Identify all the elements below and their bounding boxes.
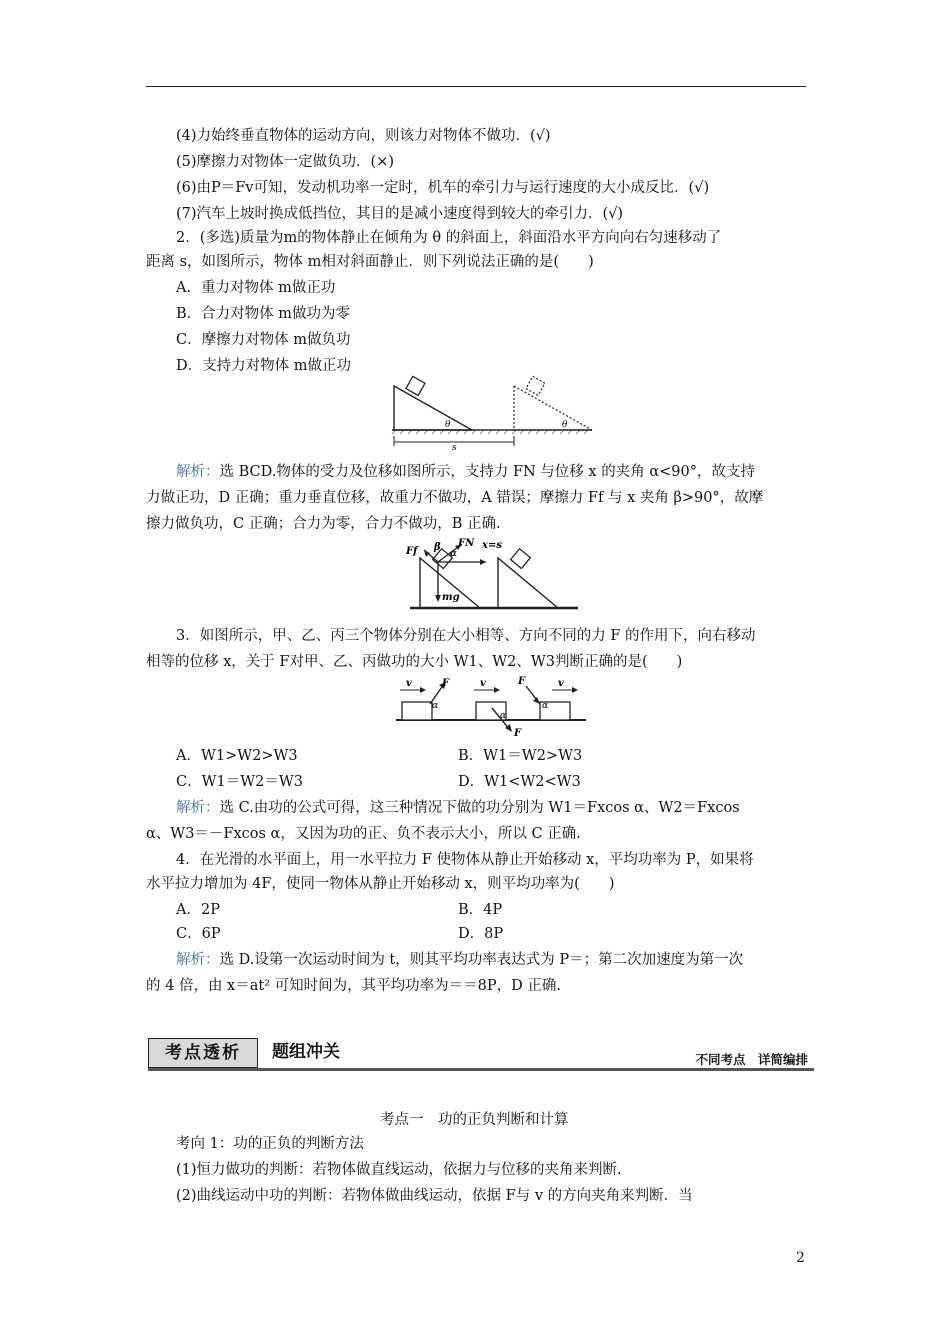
q3-stem-line1: 3．如图所示，甲、乙、丙三个物体分别在大小相等、方向不同的力 F 的作用下，向右移动	[176, 628, 756, 644]
q2-solution-line1	[176, 462, 755, 482]
f-label-1: F	[442, 678, 450, 689]
three-blocks-figure	[392, 674, 588, 738]
statement-4: (4)力始终垂直物体的运动方向，则该力对物体不做功．(√)	[176, 128, 551, 144]
q4-solution-text1: 选 D.设第一次运动时间为 t，则其平均功率表达式为 P＝；第二次加速度为第一次	[219, 952, 744, 968]
section-right-note: 不同考点 详简编排	[695, 1052, 808, 1067]
q4-option-d: D．8P	[458, 926, 504, 942]
mg-label: mg	[442, 592, 460, 603]
section-banner	[148, 1030, 814, 1072]
q4-solution-line2: 的 4 倍，由 x＝at² 可知时间为，其平均功率为＝＝8P，D 正确.	[146, 978, 561, 994]
topic-heading: 考点一 功的正负判断和计算	[380, 1112, 569, 1128]
header-rule	[146, 86, 806, 87]
q4-solution-label: 解析：	[176, 952, 220, 968]
theta-label-1: θ	[445, 420, 451, 430]
q3-solution-text1: 选 C.由功的公式可得，这三种情况下做的功分别为 W1＝Fxcos α、W2＝Fxcos	[219, 800, 740, 816]
v-label-2: v	[480, 678, 486, 689]
q2-option-b: B．合力对物体 m做功为零	[176, 306, 351, 322]
incline-figure	[388, 374, 596, 452]
v-label-3: v	[558, 678, 564, 689]
statement-6: (6)由P＝Fv可知，发动机功率一定时，机车的牵引力与运行速度的大小成反比．(√)	[176, 180, 710, 196]
q4-option-b: B．4P	[458, 902, 503, 918]
q4-option-c: C．6P	[176, 926, 221, 942]
statement-7: (7)汽车上坡时换成低挡位，其目的是减小速度得到较大的牵引力．(√)	[176, 206, 624, 222]
q3-solution-line2: α、W3＝－Fxcos α，又因为功的正、负不表示大小，所以 C 正确.	[146, 826, 581, 842]
q2-solution-label: 解析：	[176, 464, 220, 480]
section-box-label: 考点透析	[148, 1038, 258, 1068]
statement-5: (5)摩擦力对物体一定做负功．(×)	[176, 154, 395, 170]
q4-solution-line1	[176, 950, 743, 970]
x-equals-s-label: x=s	[482, 540, 502, 551]
theta-label-2: θ	[562, 420, 568, 430]
topic-subheading: 考向 1：功的正负的判断方法	[176, 1136, 364, 1152]
force-analysis-figure	[400, 536, 580, 616]
q3-stem-line2: 相等的位移 x，关于 F对甲、乙、丙做功的大小 W1、W2、W3判断正确的是( )	[146, 654, 683, 670]
beta-label: β	[434, 542, 441, 553]
q4-stem-line2: 水平拉力增加为 4F，使同一物体从静止开始移动 x，则平均功率为( )	[146, 876, 615, 892]
alpha-label-3: α	[542, 701, 549, 711]
alpha-label: α	[450, 549, 457, 559]
q2-solution-line3: 擦力做负功，C 正确；合力为零，合力不做功，B 正确.	[146, 516, 501, 532]
s-label: s	[452, 443, 457, 452]
f-label-2: F	[514, 728, 522, 738]
q3-option-a: A．W1>W2>W3	[176, 748, 298, 764]
q2-option-a: A．重力对物体 m做正功	[176, 280, 336, 296]
q3-solution-line1	[176, 798, 740, 818]
q2-stem-line1: 2．(多选)质量为m的物体静止在倾角为 θ 的斜面上，斜面沿水平方向向右匀速移动了	[176, 230, 722, 246]
q2-solution-line2: 力做正功，D 正确；重力垂直位移，故重力不做功，A 错误；摩擦力 Ff 与 x 夹角 β>90°，故摩	[146, 490, 764, 506]
q3-option-d: D．W1<W2<W3	[458, 774, 581, 790]
section-title: 题组冲关	[272, 1042, 340, 1062]
v-label-1: v	[406, 678, 412, 689]
topic-paragraph-1: (1)恒力做功的判断：若物体做直线运动，依据力与位移的夹角来判断.	[176, 1162, 622, 1178]
f-label-3: F	[518, 676, 526, 687]
alpha-label-1: α	[432, 701, 439, 711]
q2-option-c: C．摩擦力对物体 m做负功	[176, 332, 351, 348]
q3-option-b: B．W1＝W2>W3	[458, 748, 583, 764]
q3-option-c: C．W1＝W2＝W3	[176, 774, 303, 790]
page-number: 2	[796, 1250, 805, 1266]
q2-solution-text1: 选 BCD.物体的受力及位移如图所示，支持力 FN 与位移 x 的夹角 α<90°，故支持	[219, 464, 755, 480]
q4-stem-line1: 4．在光滑的水平面上，用一水平拉力 F 使物体从静止开始移动 x，平均功率为 P，如果将	[176, 852, 754, 868]
q4-option-a: A．2P	[176, 902, 220, 918]
alpha-label-2: α	[500, 711, 507, 721]
q2-stem-line2: 距离 s，如图所示，物体 m相对斜面静止．则下列说法正确的是( )	[146, 254, 594, 270]
section-underline	[148, 1068, 814, 1071]
ff-label: Ff	[406, 546, 418, 557]
topic-paragraph-2: (2)曲线运动中功的判断：若物体做曲线运动，依据 F与 v 的方向夹角来判断．当	[176, 1188, 693, 1204]
fn-label: FN	[458, 538, 475, 549]
q3-solution-label: 解析：	[176, 800, 220, 816]
q2-option-d: D．支持力对物体 m做正功	[176, 358, 351, 374]
